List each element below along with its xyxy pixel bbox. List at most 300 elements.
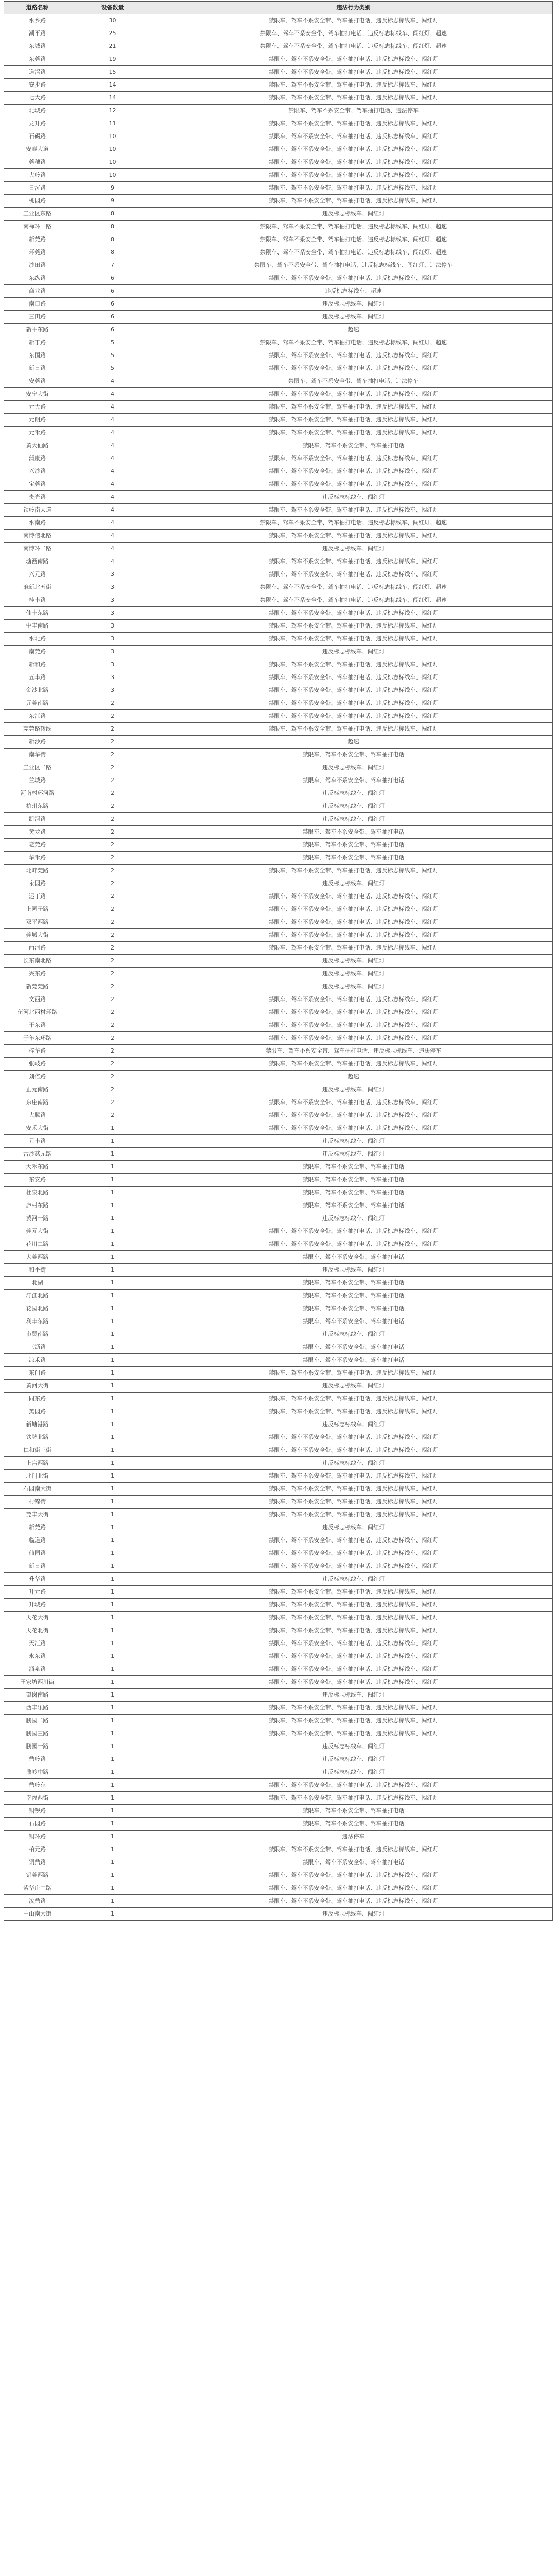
road-name-cell: 于东路 [4, 1019, 71, 1032]
device-count-cell: 1 [71, 1779, 154, 1792]
violation-type-cell: 超速 [154, 1071, 553, 1083]
table-row [4, 1663, 553, 1676]
road-name-cell: 五丰路 [4, 671, 71, 684]
violation-type-cell: 违反标志标线车、闯红灯 [154, 800, 553, 813]
device-count-cell: 1 [71, 1251, 154, 1264]
device-count-cell: 4 [71, 491, 154, 504]
road-name-cell: 铝莞西路 [4, 1869, 71, 1882]
table-row [4, 1148, 553, 1161]
table-row [4, 117, 553, 130]
violation-type-cell: 禁限车、驾车不系安全带、驾车抽打电话、违反标志标线车、闯红灯 [154, 942, 553, 955]
device-count-cell: 2 [71, 800, 154, 813]
header-device-count: 设备数量 [71, 2, 154, 14]
table-row [4, 27, 553, 40]
device-count-cell: 1 [71, 1328, 154, 1341]
violation-type-cell: 违反标志标线车、闯红灯 [154, 1573, 553, 1586]
table-row [4, 671, 553, 684]
road-name-cell: 仁和街三街 [4, 1444, 71, 1457]
device-count-cell: 1 [71, 1792, 154, 1805]
table-row [4, 414, 553, 427]
violation-type-cell: 禁限车、驾车不系安全带、驾车抽打电话、违反标志标线车、闯红灯 [154, 1509, 553, 1521]
violation-type-cell: 禁限车、驾车不系安全带、驾车抽打电话 [154, 774, 553, 787]
table-row [4, 1380, 553, 1393]
device-count-cell: 4 [71, 543, 154, 555]
table-row [4, 1431, 553, 1444]
violation-type-cell: 禁限车、驾车不系安全带、驾车抽打电话、违反标志标线车、闯红灯 [154, 1483, 553, 1496]
table-row [4, 1831, 553, 1843]
device-count-cell: 2 [71, 710, 154, 723]
road-name-cell: 商业路 [4, 285, 71, 298]
table-row [4, 620, 553, 633]
device-count-cell: 1 [71, 1715, 154, 1727]
road-name-cell: 环莞路 [4, 246, 71, 259]
violation-type-cell: 禁限车、驾车不系安全带、驾车抽打电话、违反标志标线车、闯红灯 [154, 890, 553, 903]
violation-type-cell: 禁限车、驾车不系安全带、驾车抽打电话、违反标志标线车、闯红灯 [154, 1624, 553, 1637]
violation-type-cell: 禁限车、驾车不系安全带、驾车抽打电话、违反标志标线车、闯红灯、超速 [154, 233, 553, 246]
road-name-cell: 蒲康路 [4, 452, 71, 465]
device-count-cell: 2 [71, 826, 154, 839]
table-row [4, 259, 553, 272]
violation-type-cell: 禁限车、驾车不系安全带、驾车抽打电话、违反标志标线车、闯红灯 [154, 401, 553, 414]
road-name-cell: 三沥路 [4, 1341, 71, 1354]
table-header-row [4, 2, 553, 14]
device-count-cell: 2 [71, 865, 154, 877]
table-row [4, 1444, 553, 1457]
road-name-cell: 道滘路 [4, 66, 71, 79]
violation-type-cell: 禁限车、驾车不系安全带、驾车抽打电话 [154, 826, 553, 839]
device-count-cell: 14 [71, 79, 154, 92]
table-row [4, 877, 553, 890]
device-count-cell: 1 [71, 1740, 154, 1753]
road-name-cell: 石园路 [4, 1818, 71, 1831]
device-count-cell: 2 [71, 1109, 154, 1122]
violation-type-cell: 禁限车、驾车不系安全带、驾车抽打电话、违反标志标线车、闯红灯 [154, 1367, 553, 1380]
violation-type-cell: 禁限车、驾车不系安全带、驾车抽打电话、违反标志标线车、闯红灯 [154, 1702, 553, 1715]
table-row [4, 993, 553, 1006]
device-count-cell: 2 [71, 968, 154, 980]
violation-type-cell: 禁限车、驾车不系安全带、驾车抽打电话、违反标志标线车、闯红灯 [154, 1431, 553, 1444]
table-row [4, 1586, 553, 1599]
violation-type-cell: 禁限车、驾车不系安全带、驾车抽打电话、违反标志标线车、闯红灯 [154, 130, 553, 143]
road-name-cell: 鹏园一路 [4, 1740, 71, 1753]
device-count-cell: 4 [71, 375, 154, 388]
device-count-cell: 2 [71, 1045, 154, 1058]
violation-type-cell: 禁限车、驾车不系安全带、驾车抽打电话、违反标志标线车、闯红灯 [154, 1019, 553, 1032]
table-row [4, 774, 553, 787]
table-row [4, 1676, 553, 1689]
violation-type-cell: 禁限车、驾车不系安全带、驾车抽打电话、违反标志标线车、闯红灯 [154, 530, 553, 543]
device-count-cell: 4 [71, 555, 154, 568]
road-name-cell: 寮步路 [4, 79, 71, 92]
table-row [4, 246, 553, 259]
device-count-cell: 1 [71, 1727, 154, 1740]
road-name-cell: 新和路 [4, 658, 71, 671]
table-row [4, 504, 553, 517]
table-row [4, 530, 553, 543]
violation-type-cell: 禁限车、驾车不系安全带、驾车抽打电话、违反标志标线车、闯红灯 [154, 362, 553, 375]
violation-type-cell: 禁限车、驾车不系安全带、驾车抽打电话、违反标志标线车、闯红灯 [154, 607, 553, 620]
device-count-cell: 2 [71, 1083, 154, 1096]
road-name-cell: 紫华庄中路 [4, 1882, 71, 1895]
device-count-cell: 1 [71, 1882, 154, 1895]
device-count-cell: 3 [71, 581, 154, 594]
table-row [4, 1753, 553, 1766]
road-name-cell: 庐村东路 [4, 1199, 71, 1212]
road-name-cell: 临道路 [4, 1534, 71, 1547]
table-row [4, 1096, 553, 1109]
table-row [4, 1908, 553, 1921]
violation-type-cell: 禁限车、驾车不系安全带、驾车抽打电话、违反标志标线车、闯红灯、超速 [154, 221, 553, 233]
device-count-cell: 1 [71, 1174, 154, 1187]
device-count-cell: 2 [71, 774, 154, 787]
violation-type-cell: 禁限车、驾车不系安全带、驾车抽打电话 [154, 1199, 553, 1212]
device-count-cell: 2 [71, 1071, 154, 1083]
device-count-cell: 1 [71, 1122, 154, 1135]
device-count-cell: 1 [71, 1895, 154, 1908]
table-row [4, 865, 553, 877]
table-row [4, 130, 553, 143]
table-row [4, 427, 553, 439]
table-row [4, 1779, 553, 1792]
violation-type-cell: 禁限车、驾车不系安全带、驾车抽打电话、违反标志标线车、闯红灯 [154, 671, 553, 684]
device-count-cell: 1 [71, 1380, 154, 1393]
table-row [4, 607, 553, 620]
violation-type-cell: 禁限车、驾车不系安全带、驾车抽打电话 [154, 1856, 553, 1869]
device-count-cell: 5 [71, 349, 154, 362]
device-count-cell: 12 [71, 105, 154, 117]
table-row [4, 646, 553, 658]
violation-type-cell: 违反标志标线车、闯红灯 [154, 877, 553, 890]
table-row [4, 1624, 553, 1637]
table-row [4, 942, 553, 955]
device-count-cell: 11 [71, 117, 154, 130]
violation-type-cell: 违反标志标线车、闯红灯 [154, 1380, 553, 1393]
road-name-cell: 石碣路 [4, 130, 71, 143]
road-name-cell: 汝鼎路 [4, 1895, 71, 1908]
table-row [4, 336, 553, 349]
device-count-cell: 9 [71, 195, 154, 208]
violation-type-cell: 禁限车、驾车不系安全带、驾车抽打电话、违反标志标线车、闯红灯 [154, 1470, 553, 1483]
table-row [4, 1174, 553, 1187]
violation-type-cell: 违反标志标线车、闯红灯 [154, 1083, 553, 1096]
road-name-cell: 鼎岭东 [4, 1779, 71, 1792]
violation-type-cell: 禁限车、驾车不系安全带、驾车抽打电话、违反标志标线车、闯红灯 [154, 916, 553, 929]
road-name-cell: 新日路 [4, 1560, 71, 1573]
violation-table [4, 1, 553, 1921]
table-row [4, 92, 553, 105]
road-name-cell: 西河路 [4, 942, 71, 955]
violation-type-cell: 禁限车、驾车不系安全带、驾车抽打电话、违反标志标线车、闯红灯、超速 [154, 40, 553, 53]
violation-type-cell: 违反标志标线车、闯红灯 [154, 1766, 553, 1779]
road-name-cell: 东纵路 [4, 272, 71, 285]
violation-type-cell: 违反标志标线车、闯红灯 [154, 311, 553, 324]
road-name-cell: 利丰东路 [4, 1315, 71, 1328]
road-name-cell: 鼎岭路 [4, 1753, 71, 1766]
table-row [4, 53, 553, 66]
table-row [4, 1071, 553, 1083]
violation-type-cell: 违反标志标线车、闯红灯 [154, 646, 553, 658]
road-name-cell: 新莞路 [4, 233, 71, 246]
device-count-cell: 6 [71, 272, 154, 285]
violation-type-cell: 禁限车、驾车不系安全带、驾车抽打电话 [154, 749, 553, 761]
table-row [4, 1161, 553, 1174]
table-row [4, 633, 553, 646]
road-name-cell: 蕉园路 [4, 1405, 71, 1418]
road-name-cell: 天汇路 [4, 1637, 71, 1650]
violation-type-cell: 禁限车、驾车不系安全带、驾车抽打电话、违反标志标线车、闯红灯、违法停车 [154, 259, 553, 272]
device-count-cell: 7 [71, 259, 154, 272]
table-row [4, 1083, 553, 1096]
road-name-cell: 七大路 [4, 92, 71, 105]
device-count-cell: 1 [71, 1521, 154, 1534]
road-name-cell: 大腾路 [4, 1109, 71, 1122]
road-name-cell: 双平西路 [4, 916, 71, 929]
road-name-cell: 杭州东路 [4, 800, 71, 813]
road-name-cell: 华禾路 [4, 852, 71, 865]
device-count-cell: 1 [71, 1831, 154, 1843]
violation-type-cell: 违反标志标线车、闯红灯 [154, 1908, 553, 1921]
road-name-cell: 南博环二路 [4, 543, 71, 555]
table-row [4, 40, 553, 53]
violation-type-cell: 违反标志标线车、闯红灯 [154, 1740, 553, 1753]
violation-type-cell: 禁限车、驾车不系安全带、驾车抽打电话、违反标志标线车、闯红灯 [154, 1225, 553, 1238]
table-row [4, 1637, 553, 1650]
road-name-cell: 铜鼎路 [4, 1856, 71, 1869]
road-name-cell: 黄河大街 [4, 1380, 71, 1393]
road-name-cell: 幸福西街 [4, 1792, 71, 1805]
road-name-cell: 安莞路 [4, 375, 71, 388]
road-name-cell: 鼎岭中路 [4, 1766, 71, 1779]
table-row [4, 1560, 553, 1573]
road-name-cell: 新日路 [4, 362, 71, 375]
table-row [4, 968, 553, 980]
device-count-cell: 5 [71, 362, 154, 375]
device-count-cell: 2 [71, 1096, 154, 1109]
table-row [4, 1393, 553, 1405]
road-name-cell: 兴元路 [4, 568, 71, 581]
table-row [4, 1290, 553, 1302]
device-count-cell: 2 [71, 697, 154, 710]
road-name-cell: 北城路 [4, 105, 71, 117]
device-count-cell: 1 [71, 1302, 154, 1315]
violation-type-cell: 禁限车、驾车不系安全带、驾车抽打电话、违反标志标线车、闯红灯 [154, 117, 553, 130]
violation-type-cell: 禁限车、驾车不系安全带、驾车抽打电话 [154, 1302, 553, 1315]
violation-type-cell: 违反标志标线车、闯红灯 [154, 1212, 553, 1225]
violation-type-cell: 禁限车、驾车不系安全带、驾车抽打电话、违法停车 [154, 375, 553, 388]
device-count-cell: 1 [71, 1689, 154, 1702]
road-name-cell: 汀江北路 [4, 1290, 71, 1302]
road-name-cell: 东莞路 [4, 53, 71, 66]
table-row [4, 491, 553, 504]
device-count-cell: 4 [71, 401, 154, 414]
violation-type-cell: 禁限车、驾车不系安全带、驾车抽打电话、违反标志标线车、闯红灯 [154, 1779, 553, 1792]
road-name-cell: 新塘港路 [4, 1418, 71, 1431]
road-name-cell: 沙田路 [4, 259, 71, 272]
violation-type-cell: 违反标志标线车、闯红灯 [154, 1264, 553, 1277]
device-count-cell: 3 [71, 607, 154, 620]
table-row [4, 1006, 553, 1019]
table-row [4, 684, 553, 697]
device-count-cell: 1 [71, 1560, 154, 1573]
road-name-cell: 花园北路 [4, 1302, 71, 1315]
device-count-cell: 5 [71, 336, 154, 349]
device-count-cell: 1 [71, 1212, 154, 1225]
device-count-cell: 6 [71, 298, 154, 311]
table-row [4, 916, 553, 929]
device-count-cell: 4 [71, 439, 154, 452]
road-name-cell: 升华路 [4, 1573, 71, 1586]
violation-type-cell: 禁限车、驾车不系安全带、驾车抽打电话 [154, 439, 553, 452]
violation-type-cell: 禁限车、驾车不系安全带、驾车抽打电话、违反标志标线车、闯红灯 [154, 504, 553, 517]
violation-type-cell: 禁限车、驾车不系安全带、驾车抽打电话、违反标志标线车、闯红灯、超速 [154, 594, 553, 607]
device-count-cell: 4 [71, 452, 154, 465]
table-row [4, 362, 553, 375]
road-name-cell: 新莞莞路 [4, 980, 71, 993]
violation-type-cell: 禁限车、驾车不系安全带、驾车抽打电话、违反标志标线车、闯红灯 [154, 169, 553, 182]
device-count-cell: 10 [71, 156, 154, 169]
device-count-cell: 1 [71, 1599, 154, 1612]
device-count-cell: 10 [71, 143, 154, 156]
device-count-cell: 1 [71, 1444, 154, 1457]
violation-type-cell: 禁限车、驾车不系安全带、驾车抽打电话、违反标志标线车、闯红灯 [154, 14, 553, 27]
violation-type-cell: 禁限车、驾车不系安全带、驾车抽打电话、违反标志标线车、闯红灯 [154, 1727, 553, 1740]
device-count-cell: 4 [71, 517, 154, 530]
violation-type-cell: 违反标志标线车、闯红灯 [154, 491, 553, 504]
violation-type-cell: 违反标志标线车、闯红灯 [154, 1521, 553, 1534]
device-count-cell: 1 [71, 1290, 154, 1302]
table-row [4, 1135, 553, 1148]
device-count-cell: 3 [71, 568, 154, 581]
road-name-cell: 兴东路 [4, 968, 71, 980]
table-row [4, 800, 553, 813]
road-name-cell: 杜泉北路 [4, 1187, 71, 1199]
road-name-cell: 伍河北西村环路 [4, 1006, 71, 1019]
device-count-cell: 2 [71, 813, 154, 826]
violation-type-cell: 禁限车、驾车不系安全带、驾车抽打电话、违反标志标线车、闯红灯 [154, 1238, 553, 1251]
road-name-cell: 三田路 [4, 311, 71, 324]
device-count-cell: 1 [71, 1199, 154, 1212]
violation-type-cell: 禁限车、驾车不系安全带、驾车抽打电话、违反标志标线车、闯红灯 [154, 79, 553, 92]
violation-type-cell: 禁限车、驾车不系安全带、驾车抽打电话、违反标志标线车、闯红灯 [154, 1405, 553, 1418]
violation-type-cell: 禁限车、驾车不系安全带、驾车抽打电话、违反标志标线车、闯红灯 [154, 1096, 553, 1109]
device-count-cell: 2 [71, 890, 154, 903]
device-count-cell: 1 [71, 1341, 154, 1354]
road-name-cell: 南禅环一路 [4, 221, 71, 233]
table-row [4, 14, 553, 27]
violation-type-cell: 禁限车、驾车不系安全带、驾车抽打电话、违反标志标线车、闯红灯 [154, 1715, 553, 1727]
violation-type-cell: 禁限车、驾车不系安全带、驾车抽打电话、违反标志标线车、闯红灯 [154, 1869, 553, 1882]
violation-type-cell: 禁限车、驾车不系安全带、驾车抽打电话、违反标志标线车、闯红灯 [154, 929, 553, 942]
table-row [4, 1238, 553, 1251]
table-row [4, 1315, 553, 1328]
table-row [4, 1702, 553, 1715]
table-row [4, 1895, 553, 1908]
table-row [4, 375, 553, 388]
device-count-cell: 1 [71, 1547, 154, 1560]
violation-type-cell: 禁限车、驾车不系安全带、驾车抽打电话、违反标志标线车、闯红灯 [154, 66, 553, 79]
road-name-cell: 日沉路 [4, 182, 71, 195]
table-row [4, 1122, 553, 1135]
violation-type-cell: 禁限车、驾车不系安全带、驾车抽打电话 [154, 1818, 553, 1831]
device-count-cell: 2 [71, 723, 154, 736]
violation-type-cell: 禁限车、驾车不系安全带、驾车抽打电话 [154, 1315, 553, 1328]
violation-type-cell: 违反标志标线车、闯红灯 [154, 1148, 553, 1161]
road-name-cell: 工业区二路 [4, 761, 71, 774]
table-row [4, 478, 553, 491]
violation-type-cell: 禁限车、驾车不系安全带、驾车抽打电话、违反标志标线车、闯红灯 [154, 1534, 553, 1547]
table-row [4, 208, 553, 221]
device-count-cell: 4 [71, 504, 154, 517]
device-count-cell: 1 [71, 1315, 154, 1328]
device-count-cell: 3 [71, 671, 154, 684]
table-row [4, 1264, 553, 1277]
device-count-cell: 1 [71, 1431, 154, 1444]
road-name-cell: 市贸南路 [4, 1328, 71, 1341]
road-name-cell: 北湖 [4, 1277, 71, 1290]
violation-type-cell: 禁限车、驾车不系安全带、驾车抽打电话、违反标志标线车、闯红灯 [154, 723, 553, 736]
device-count-cell: 19 [71, 53, 154, 66]
road-name-cell: 大岭路 [4, 169, 71, 182]
road-name-cell: 安泰大道 [4, 143, 71, 156]
road-name-cell: 天花北街 [4, 1624, 71, 1637]
table-row [4, 1187, 553, 1199]
device-count-cell: 14 [71, 92, 154, 105]
device-count-cell: 1 [71, 1663, 154, 1676]
table-row [4, 1869, 553, 1882]
device-count-cell: 2 [71, 980, 154, 993]
table-row [4, 1509, 553, 1521]
device-count-cell: 1 [71, 1354, 154, 1367]
device-count-cell: 4 [71, 465, 154, 478]
table-row [4, 1109, 553, 1122]
table-row [4, 1302, 553, 1315]
violation-type-cell: 禁限车、驾车不系安全带、驾车抽打电话、违反标志标线车、闯红灯 [154, 633, 553, 646]
violation-type-cell: 禁限车、驾车不系安全带、驾车抽打电话、违反标志标线车、闯红灯 [154, 1792, 553, 1805]
violation-type-cell: 禁限车、驾车不系安全带、驾车抽打电话、违反标志标线车、闯红灯 [154, 568, 553, 581]
road-name-cell: 鹏园三路 [4, 1727, 71, 1740]
road-name-cell: 元禾路 [4, 427, 71, 439]
road-name-cell: 石园南大街 [4, 1483, 71, 1496]
device-count-cell: 1 [71, 1470, 154, 1483]
road-name-cell: 王家坊西川街 [4, 1676, 71, 1689]
violation-type-cell: 禁限车、驾车不系安全带、驾车抽打电话、违反标志标线车、闯红灯 [154, 865, 553, 877]
road-name-cell: 老莞路 [4, 839, 71, 852]
device-count-cell: 1 [71, 1676, 154, 1689]
road-name-cell: 永东路 [4, 1650, 71, 1663]
violation-type-cell: 禁限车、驾车不系安全带、驾车抽打电话、违反标志标线车、闯红灯 [154, 465, 553, 478]
violation-type-cell: 禁限车、驾车不系安全带、驾车抽打电话 [154, 1251, 553, 1264]
table-row [4, 1212, 553, 1225]
violation-type-cell: 禁限车、驾车不系安全带、驾车抽打电话、违反标志标线车、闯红灯 [154, 1122, 553, 1135]
table-row [4, 1521, 553, 1534]
violation-type-cell: 禁限车、驾车不系安全带、驾车抽打电话、违反标志标线车、闯红灯 [154, 1006, 553, 1019]
road-name-cell: 桃园路 [4, 195, 71, 208]
device-count-cell: 1 [71, 1135, 154, 1148]
violation-type-cell: 禁限车、驾车不系安全带、驾车抽打电话、违反标志标线车、闯红灯、超速 [154, 27, 553, 40]
device-count-cell: 1 [71, 1753, 154, 1766]
device-count-cell: 25 [71, 27, 154, 40]
road-name-cell: 东城路 [4, 40, 71, 53]
violation-type-cell: 禁限车、驾车不系安全带、驾车抽打电话、违反标志标线车、闯红灯 [154, 195, 553, 208]
road-name-cell: 贵光路 [4, 491, 71, 504]
table-row [4, 298, 553, 311]
violation-type-cell: 禁限车、驾车不系安全带、驾车抽打电话 [154, 1174, 553, 1187]
table-row [4, 555, 553, 568]
violation-type-cell: 禁限车、驾车不系安全带、驾车抽打电话、违反标志标线车、闯红灯 [154, 710, 553, 723]
road-name-cell: 花川二路 [4, 1238, 71, 1251]
table-row [4, 195, 553, 208]
road-name-cell: 鹏园二路 [4, 1715, 71, 1727]
